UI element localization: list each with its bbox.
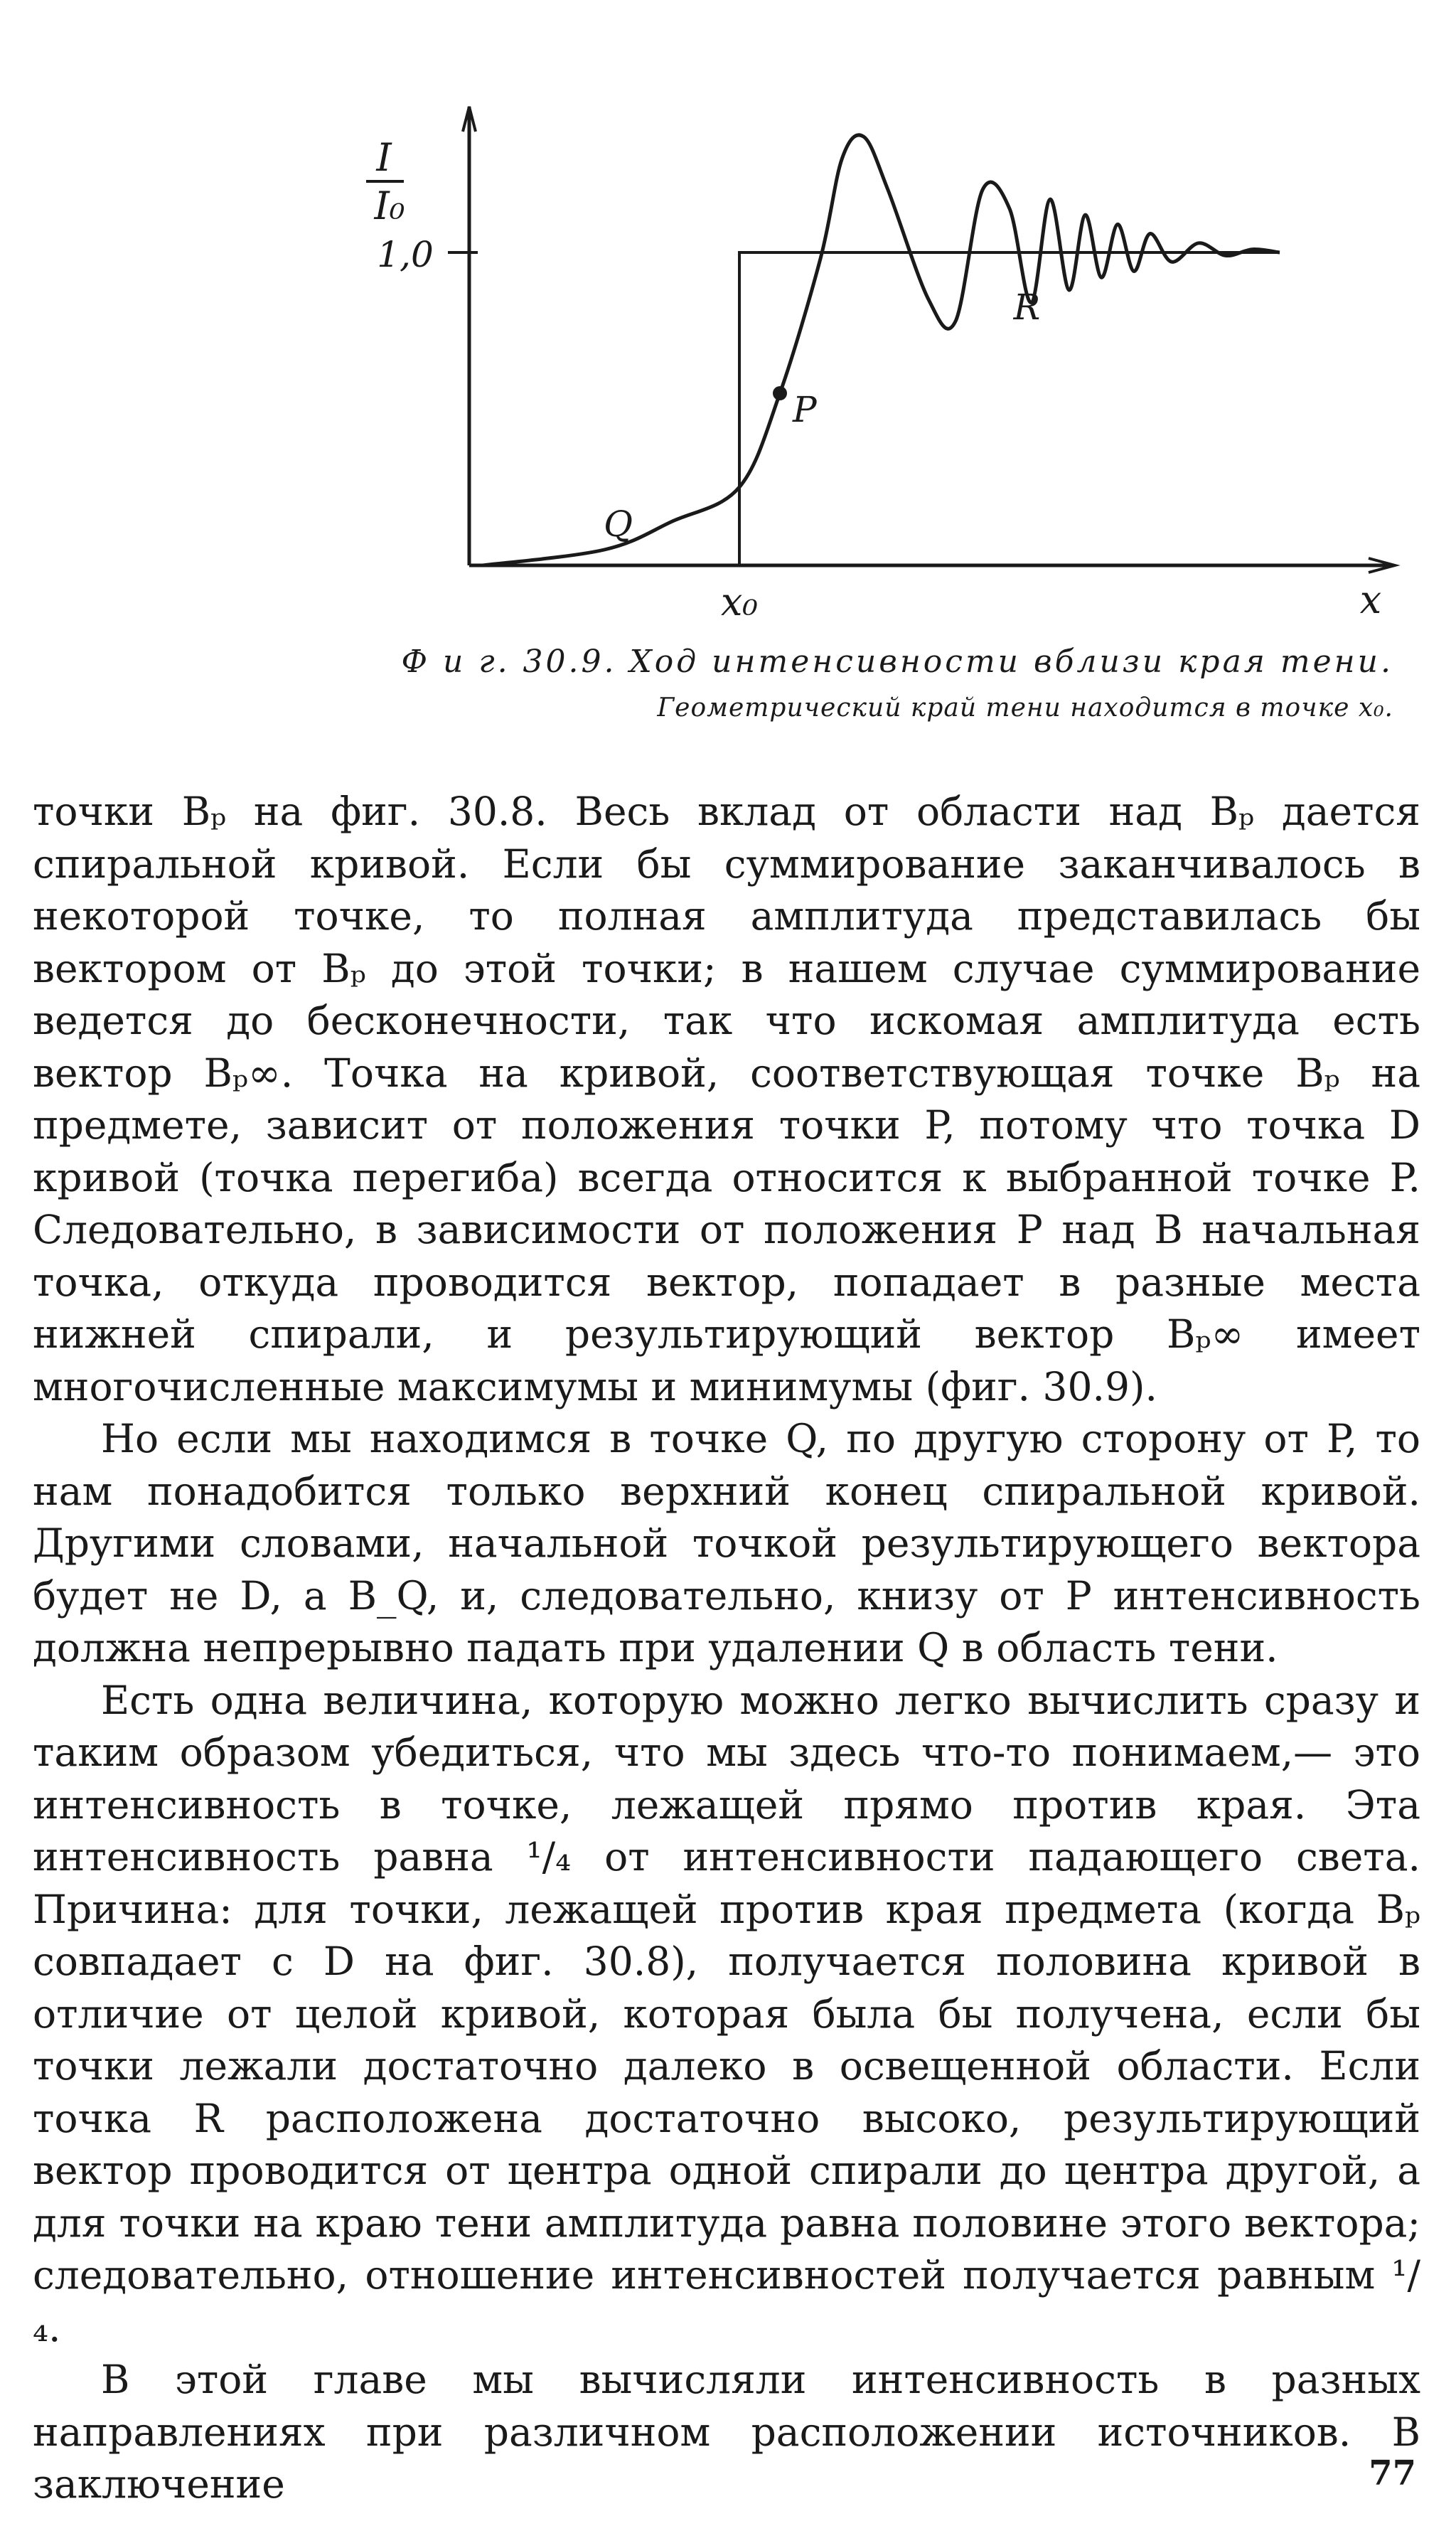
paragraph-1: точки Bₚ на фиг. 30.8. Весь вклад от области над Bₚ дается спиральной кривой. Если бы суммирование заканчивалось в некоторой точке, то полная амплитуда представилась бы вектором от Bₚ до этой точки; в нашем случае суммирование ведется до бесконечности, так что искомая амплитуда есть вектор Bₚ∞. Точка на кривой, соответствующая точке Bₚ на предмете, зависит от положения точки P, потому что точка D кривой (точка перегиба) всегда относится к выбранной точке P. Следовательно, в зависимости от положения P над B начальная точка, откуда проводится вектор, попадает в разные места нижней спирали, и результирующий вектор Bₚ∞ имеет многочисленные максимумы и минимумы (фиг. 30.9). [33,789,1420,1409]
paragraph-2: Но если мы находимся в точке Q, по другую сторону от P, то нам понадобится только верхний конец спиральной кривой. Другими словами, начальной точкой результирующего вектора будет не D, а B_Q, и, следовательно, книзу от P интенсивность должна непрерывно падать при удалении Q в область тени. [33,1416,1420,1670]
figure-caption-subtitle: Геометрический край тени находится в точке x₀. [657,693,1393,723]
x-tick-label: x₀ [720,580,759,624]
x-axis-label: x [1359,577,1382,622]
figure-caption-title: Ф и г. 30.9. Ход интенсивности вблизи края тени. [401,644,1393,680]
intensity-curve [483,135,1280,565]
body-text [33,786,1420,2511]
point-label-q: Q [604,503,633,545]
point-label-r: R [1013,287,1041,328]
intensity-chart [0,0,1456,640]
y-axis-label-denominator: I₀ [374,183,405,228]
marks [773,386,787,400]
figure-30-9 [0,0,1456,640]
page-number: 77 [1369,2453,1416,2493]
point-label-p: P [793,389,817,430]
axes [448,107,1395,572]
paragraph-3: Есть одна величина, которую можно легко вычислить сразу и таким образом убедиться, что мы здесь что-то понимаем,— это интенсивность в точке, лежащей прямо против края. Эта интенсивность равна ¹/₄ от интенсивности падающего света. Причина: для точки, лежащей против края предмета (когда Bₚ совпадает с D на фиг. 30.8), получается половина кривой в отличие от целой кривой, которая была бы получена, если бы точки лежали достаточно далеко в освещенной области. Если точка R расположена достаточно высоко, результирующий вектор проводится от центра одной спирали до центра другой, а для точки на краю тени амплитуда равна половине этого вектора; следовательно, отношение интенсивностей получается равным ¹/₄. [33,1677,1420,2350]
y-tick-label: 1,0 [377,234,434,275]
y-axis-label-numerator: I [376,135,392,180]
geometric-shadow-step-line [469,252,1280,565]
labels [366,135,1381,624]
point-p-marker [773,386,787,400]
series [469,135,1280,565]
paragraph-4: В этой главе мы вычисляли интенсивность в разных направлениях при различном расположении источников. В заключение [33,2357,1420,2507]
